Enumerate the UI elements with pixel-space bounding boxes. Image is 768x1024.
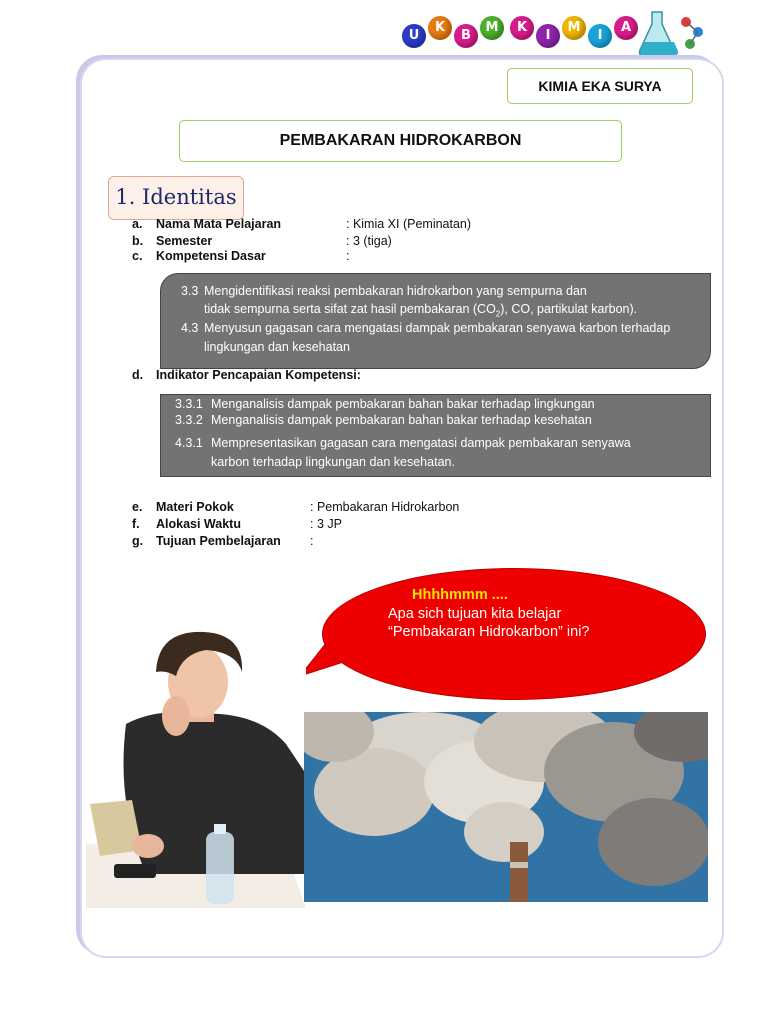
bubble-line2: “Pembakaran Hidrokarbon” ini? <box>388 624 590 640</box>
logo-letter: M <box>480 16 504 40</box>
bubble-exclaim: Hhhhmmm .... <box>412 587 508 603</box>
row-label: Nama Mata Pelajaran <box>156 217 282 231</box>
logo-letter: I <box>536 24 560 48</box>
row-value: : Kimia XI (Peminatan) <box>346 217 472 231</box>
logo-letter: I <box>588 24 612 48</box>
kd-box <box>160 273 711 369</box>
logo <box>398 8 708 60</box>
section-heading: 1. Identitas <box>108 176 244 220</box>
indicator-number: 4.3.1 <box>175 436 203 450</box>
speech-bubble-content <box>322 568 704 698</box>
indicator-number: 3.3.1 <box>175 397 203 411</box>
row-letter: a. <box>132 217 143 231</box>
row-label: Indikator Pencapaian Kompetensi: <box>156 368 361 382</box>
logo-letter: M <box>562 16 586 40</box>
kd1-line1: Mengidentifikasi reaksi pembakaran hidrokarbon yang sempurna dan <box>204 284 587 298</box>
row-label: Materi Pokok <box>156 500 234 514</box>
indicator-box <box>160 394 711 477</box>
kd2-line1: Menyusun gagasan cara mengatasi dampak pembakaran senyawa karbon terhadap <box>204 321 671 335</box>
row-letter: e. <box>132 500 143 514</box>
logo-letter: A <box>614 16 638 40</box>
thinking-student-image <box>86 624 306 908</box>
detail-row <box>132 534 532 550</box>
row-value: : Pembakaran Hidrokarbon <box>310 500 460 514</box>
kd2-number: 4.3 <box>181 321 199 335</box>
row-letter: c. <box>132 249 143 263</box>
row-label: Kompetensi Dasar <box>156 249 266 263</box>
row-letter: b. <box>132 234 144 248</box>
kd1-line2-post: ), CO, partikulat karbon). <box>500 302 638 316</box>
indicator-heading <box>132 368 532 384</box>
indicator-text: Menganalisis dampak pembakaran bahan bakar terhadap lingkungan <box>211 397 595 411</box>
identity-row <box>132 234 532 250</box>
row-letter: g. <box>132 534 144 548</box>
indicator-text: Mempresentasikan gagasan cara mengatasi dampak pembakaran senyawa <box>211 436 631 450</box>
kd1-line2-sub: 2 <box>495 309 501 319</box>
logo-letter: U <box>402 24 426 48</box>
kd2-line2: lingkungan dan kesehatan <box>204 340 350 354</box>
bubble-line1: Apa sich tujuan kita belajar <box>388 606 562 622</box>
indicator-text: Menganalisis dampak pembakaran bahan bakar terhadap kesehatan <box>211 413 592 427</box>
indicator-text: karbon terhadap lingkungan dan kesehatan. <box>211 455 455 469</box>
row-value: : <box>346 249 350 263</box>
logo-letter: K <box>510 16 534 40</box>
logo-letter: B <box>454 24 478 48</box>
kd1-line2-pre: tidak sempurna serta sifat zat hasil pembakaran (CO <box>204 302 496 316</box>
row-label: Semester <box>156 234 213 248</box>
row-value: : 3 JP <box>310 517 342 531</box>
page-title: PEMBAKARAN HIDROKARBON <box>179 120 622 162</box>
row-letter: f. <box>132 517 140 531</box>
kd1-number: 3.3 <box>181 284 199 298</box>
detail-row <box>132 517 532 533</box>
kd1-line2 <box>204 302 637 319</box>
row-label: Alokasi Waktu <box>156 517 241 531</box>
logo-letter: K <box>428 16 452 40</box>
author-label: KIMIA EKA SURYA <box>507 68 693 104</box>
row-letter: d. <box>132 368 144 382</box>
detail-row <box>132 500 532 516</box>
smokestack-image <box>304 712 708 902</box>
row-label: Tujuan Pembelajaran <box>156 534 281 548</box>
identity-row <box>132 217 532 233</box>
indicator-number: 3.3.2 <box>175 413 203 427</box>
row-value: : <box>310 534 314 548</box>
identity-row <box>132 249 532 265</box>
flask-icon <box>638 8 708 60</box>
row-value: : 3 (tiga) <box>346 234 392 248</box>
